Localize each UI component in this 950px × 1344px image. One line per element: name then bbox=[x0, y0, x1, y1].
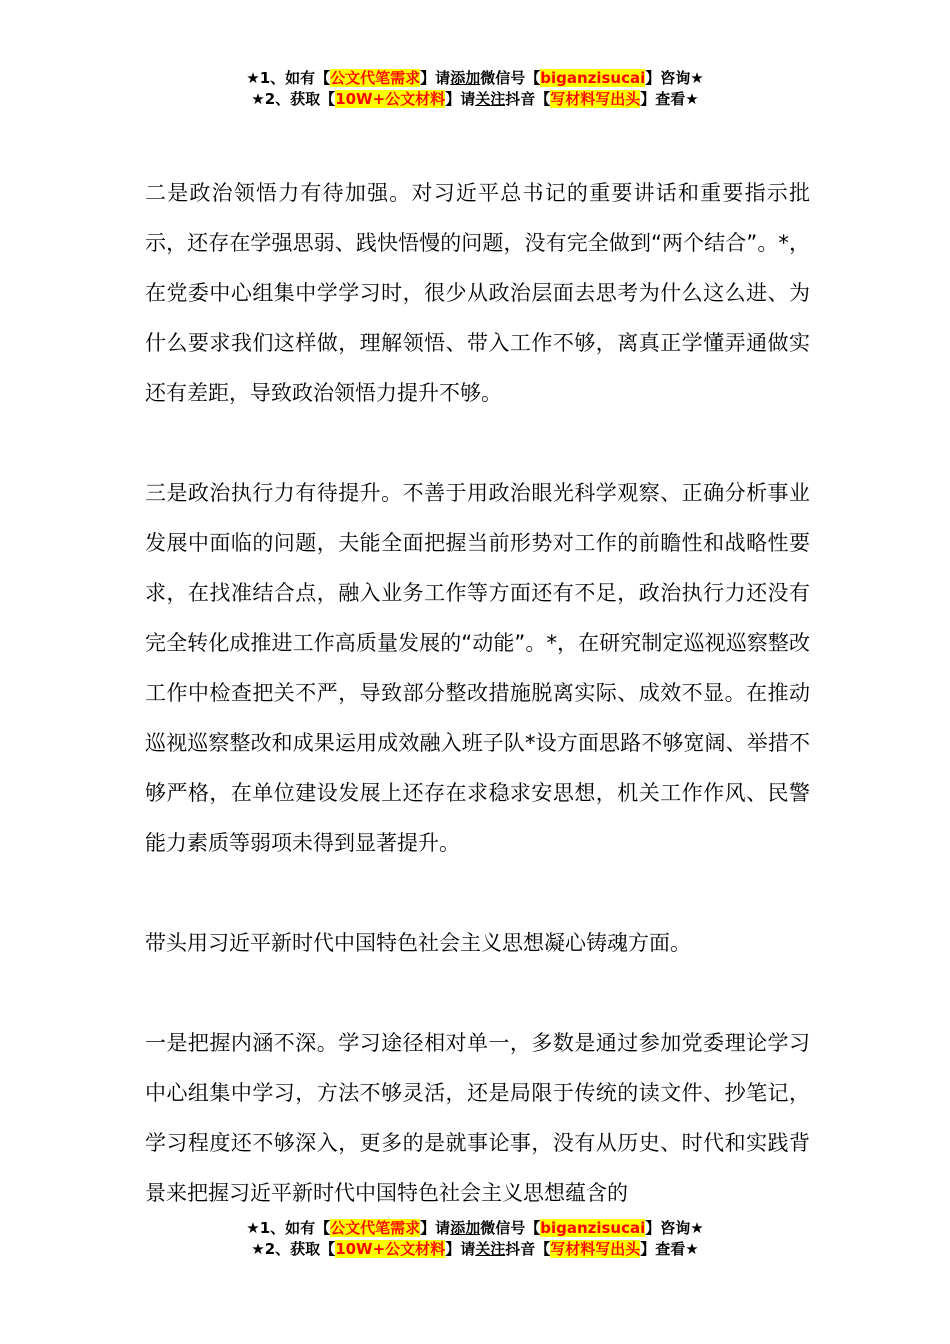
paragraph-political-execution: 三是政治执行力有待提升。不善于用政治眼光科学观察、正确分析事业发展中面临的问题，夫能全面把握当前形势对工作的前瞻性和战略性要求，在找准结合点，融入业务工作等方面还有不足，政治执行力还没有完全转化成推进工作高质量发展的“动能”。*，在研究制定巡视巡察整改工作中检查把关不严，导致部分整改措施脱离实际、成效不显。在推动巡视巡察整改和成果运用成效融入班子队*设方面思路不够宽阔、举措不够严格，在单位建设发展上还存在求稳求安思想，机关工作作风、民警能力素质等弱项未得到显著提升。 bbox=[145, 481, 810, 855]
section-heading: 带头用习近平新时代中国特色社会主义思想凝心铸魂方面。 bbox=[145, 931, 691, 955]
footer-banner bbox=[0, 1218, 950, 1260]
highlight-wechat-id: biganzisucai bbox=[540, 1219, 646, 1237]
highlight-service: 公文代笔需求 bbox=[330, 69, 421, 87]
highlight-douyin-account: 写材料写出头 bbox=[550, 1240, 641, 1258]
paragraph-gap bbox=[145, 868, 810, 918]
highlight-materials: 10W+公文材料 bbox=[335, 1240, 446, 1258]
header-banner bbox=[0, 68, 950, 110]
highlight-service: 公文代笔需求 bbox=[330, 1219, 421, 1237]
banner-line-2: ★2、获取【10W+公文材料】请关注抖音【写材料写出头】查看★ bbox=[251, 90, 699, 108]
highlight-douyin-account: 写材料写出头 bbox=[550, 90, 641, 108]
highlight-materials: 10W+公文材料 bbox=[335, 90, 446, 108]
paragraph-political-understanding: 二是政治领悟力有待加强。对习近平总书记的重要讲话和重要指示批示，还存在学强思弱、践快悟慢的问题，没有完全做到“两个结合”。*，在党委中心组集中学学习时，很少从政治层面去思考为什么这么进、为什么要求我们这样做，理解领悟、带入工作不够，离真正学懂弄通做实还有差距，导致政治领悟力提升不够。 bbox=[145, 181, 810, 405]
banner-line-2: ★2、获取【10W+公文材料】请关注抖音【写材料写出头】查看★ bbox=[251, 1240, 699, 1258]
paragraph-gap bbox=[145, 968, 810, 1018]
document-body bbox=[145, 168, 810, 1218]
highlight-wechat-id: biganzisucai bbox=[540, 69, 646, 87]
paragraph-grasp-connotation: 一是把握内涵不深。学习途径相对单一，多数是通过参加党委理论学习中心组集中学习，方法不够灵活，还是局限于传统的读文件、抄笔记，学习程度还不够深入，更多的是就事论事，没有从历史、时代和实践背景来把握习近平新时代中国特色社会主义思想蕴含的 bbox=[145, 1031, 810, 1205]
paragraph-gap bbox=[145, 418, 810, 468]
banner-line-1: ★1、如有【公文代笔需求】请添加微信号【biganzisucai】咨询★ bbox=[246, 69, 704, 87]
banner-line-1: ★1、如有【公文代笔需求】请添加微信号【biganzisucai】咨询★ bbox=[246, 1219, 704, 1237]
